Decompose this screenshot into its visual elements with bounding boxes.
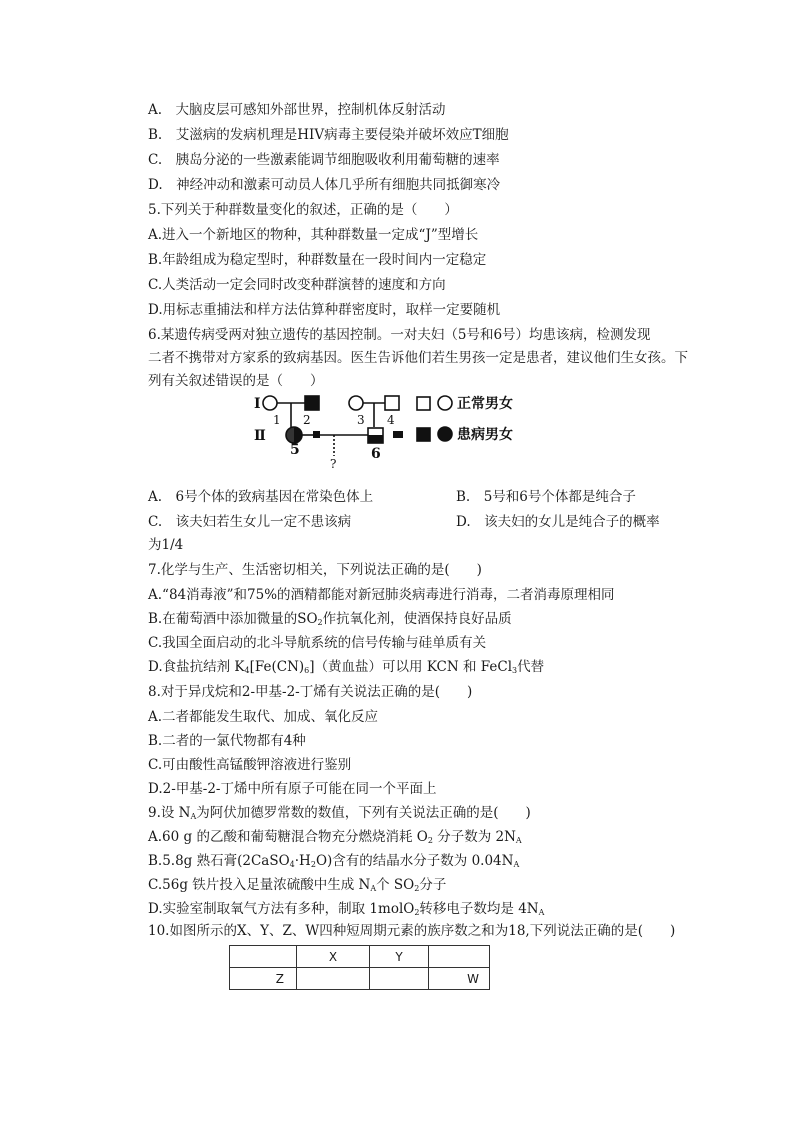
q6-option-c: C. 该夫妇若生女儿一定不患该病 <box>148 514 352 530</box>
table-cell: X <box>297 946 370 968</box>
table-cell <box>297 968 370 990</box>
q8-option-d: D.2-甲基-2-丁烯中所有原子可能在同一个平面上 <box>148 781 437 797</box>
q7-stem: 7.化学与生产、生活密切相关，下列说法正确的是( ) <box>148 562 482 578</box>
label-unknown: ? <box>330 457 337 471</box>
q6-stem-line2: 二者不携带对方家系的致病基因。医生告诉他们若生男孩一定是患者，建议他们生女孩。下 <box>148 350 688 366</box>
individual-2 <box>305 396 319 410</box>
q6-option-b: B. 5号和6号个体都是纯合子 <box>456 489 636 505</box>
q4-option-c: C. 胰岛分泌的一些激素能调节细胞吸收利用葡萄糖的速率 <box>148 152 500 168</box>
q4-option-b: B. 艾滋病的发病机理是HIV病毒主要侵染并破坏效应T细胞 <box>148 127 509 143</box>
table-cell <box>370 968 429 990</box>
gen-2-label: Ⅱ <box>254 428 266 444</box>
q9-option-d: D.实验室制取氧气方法有多种，制取 1molO$_2$转移电子数均是 $4N_A$ <box>148 901 545 917</box>
q6-option-d-cont: 为1/4 <box>148 537 184 553</box>
q9-option-b: B.5.8g 熟石膏$(2CaSO_4\cdot H_2O)$含有的结晶水分子数为 $0.04N_A$ <box>148 853 520 869</box>
table-cell: Y <box>370 946 429 968</box>
q5-option-b: B.年龄组成为稳定型时，种群数量在一段时间内一定稳定 <box>148 252 487 268</box>
q5-option-a: A.进入一个新地区的物种，其种群数量一定成“J”型增长 <box>148 227 479 243</box>
label-2: 2 <box>303 413 311 427</box>
q7-option-c: C.我国全面启动的北斗导航系统的信号传输与硅单质有关 <box>148 635 487 651</box>
q5-option-d: D.用标志重捕法和样方法估算种群密度时，取样一定要随机 <box>148 302 501 318</box>
label-4: 4 <box>387 413 395 427</box>
q10-stem: 10.如图所示的X、Y、Z、W四种短周期元素的族序数之和为18,下列说法正确的是( ) <box>148 923 676 939</box>
q9-option-c: C.56g 铁片投入足量浓硫酸中生成 $N_A$个 $SO_2$分子 <box>148 877 447 893</box>
individual-1 <box>263 396 277 410</box>
individual-3 <box>349 396 363 410</box>
table-row <box>230 946 490 968</box>
label-1: 1 <box>273 413 281 427</box>
pedigree-chart <box>250 388 580 474</box>
q4-option-a: A. 大脑皮层可感知外部世界，控制机体反射活动 <box>148 102 446 118</box>
q6-option-d: D. 该夫妇的女儿是纯合子的概率 <box>456 514 660 530</box>
q4-option-d: D. 神经冲动和激素可动员人体几乎所有细胞共同抵御寒冷 <box>148 177 501 193</box>
q8-stem: 8.对于异戊烷和2-甲基-2-丁烯有关说法正确的是( ) <box>148 684 473 700</box>
legend-normal: 正常男女 <box>457 396 513 412</box>
q6-option-a: A. 6号个体的致病基因在常染色体上 <box>148 489 374 505</box>
table-cell <box>429 946 490 968</box>
q5-stem: 5.下列关于种群数量变化的叙述，正确的是（ ） <box>148 202 458 218</box>
label-3: 3 <box>357 413 365 427</box>
q6-stem-line1: 6.某遗传病受两对独立遗传的基因控制。一对夫妇（5号和6号）均患该病，检测发现 <box>148 327 651 343</box>
table-cell <box>230 946 297 968</box>
q5-option-c: C.人类活动一定会同时改变种群演替的速度和方向 <box>148 277 446 293</box>
table-cell: W <box>429 968 490 990</box>
q9-option-a: A.60 g 的乙酸和葡萄糖混合物充分燃烧消耗 $O_2$ 分子数为 $2N_A$ <box>148 829 522 845</box>
q8-option-c: C.可由酸性高锰酸钾溶液进行鉴别 <box>148 757 352 773</box>
label-6: 6 <box>371 446 381 462</box>
q7-option-a: A.“84消毒液”和75%的酒精都能对新冠肺炎病毒进行消毒，二者消毒原理相同 <box>148 587 615 603</box>
q7-option-b: B.在葡萄酒中添加微量的$SO_2$作抗氧化剂，使酒保持良好品质 <box>148 611 512 627</box>
table-row <box>230 968 490 990</box>
q7-option-d: D.食盐抗结剂 $K_4[Fe(CN)_6]$（黄血盐）可以用 KCN 和 FeCl$_3$代替 <box>148 659 545 675</box>
individual-4 <box>385 396 399 410</box>
gen-1-label: Ⅰ <box>254 396 261 412</box>
periodic-table-fragment <box>229 945 490 990</box>
q6-stem-line3: 列有关叙述错误的是（ ） <box>148 373 324 389</box>
q8-option-a: A.二者都能发生取代、加成、氧化反应 <box>148 709 379 725</box>
table-cell: Z <box>230 968 297 990</box>
legend-affected: 患病男女 <box>457 427 513 443</box>
label-5: 5 <box>290 442 300 458</box>
q8-option-b: B.二者的一氯代物都有4种 <box>148 733 306 749</box>
q9-stem: 9.设 $N_A$为阿伏加德罗常数的数值，下列有关说法正确的是( ) <box>148 805 531 821</box>
